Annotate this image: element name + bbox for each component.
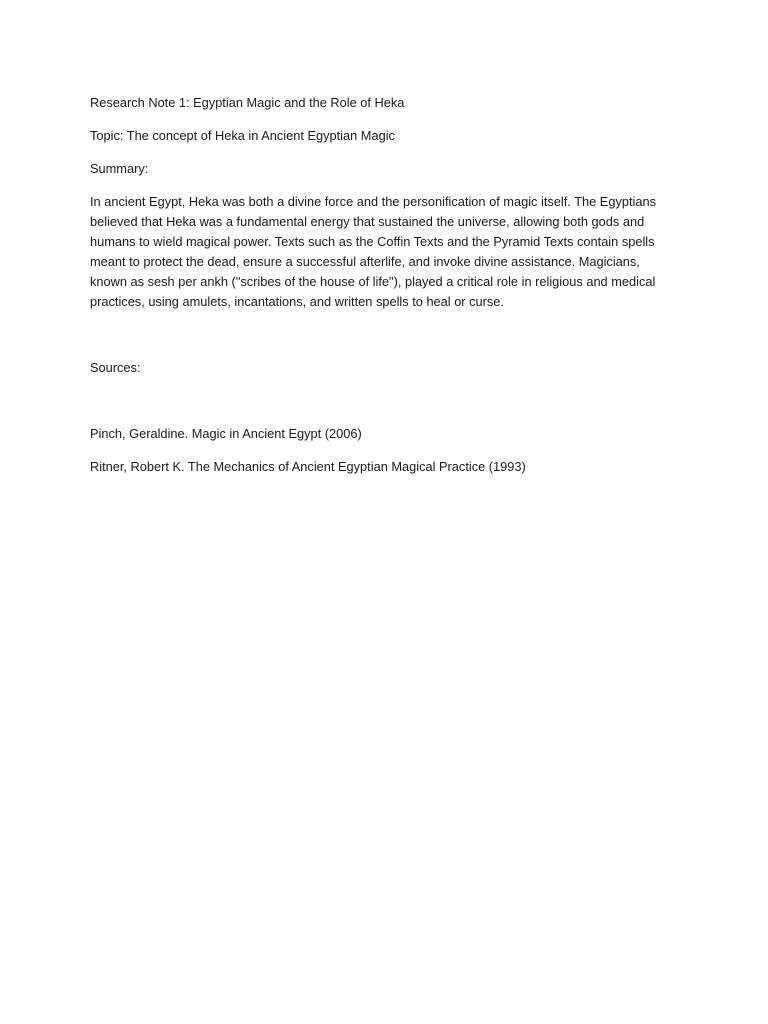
source-item: Ritner, Robert K. The Mechanics of Ancient Egyptian Magical Practice (1993) [90, 459, 526, 474]
document-topic: Topic: The concept of Heka in Ancient Egyptian Magic [90, 128, 395, 143]
summary-text: In ancient Egypt, Heka was both a divine force and the personification of magic itself. The Egyptians believed that Heka was a fundamental energy that sustained the universe, allowing both gods and humans to wield magical power. Texts such as the Coffin Texts and the Pyramid Texts contain spells meant to protect the dead, ensure a successful afterlife, and invoke divine assistance. Magicians, known as sesh per ankh ("scribes of the house of life"), played a critical role in religious and medical practices, using amulets, incantations, and written spells to heal or curse. [90, 194, 656, 309]
source-item: Pinch, Geraldine. Magic in Ancient Egypt (2006) [90, 426, 362, 441]
document-title: Research Note 1: Egyptian Magic and the Role of Heka [90, 95, 405, 110]
document-content [90, 93, 680, 477]
summary-label: Summary: [90, 161, 149, 176]
sources-label: Sources: [90, 360, 141, 375]
